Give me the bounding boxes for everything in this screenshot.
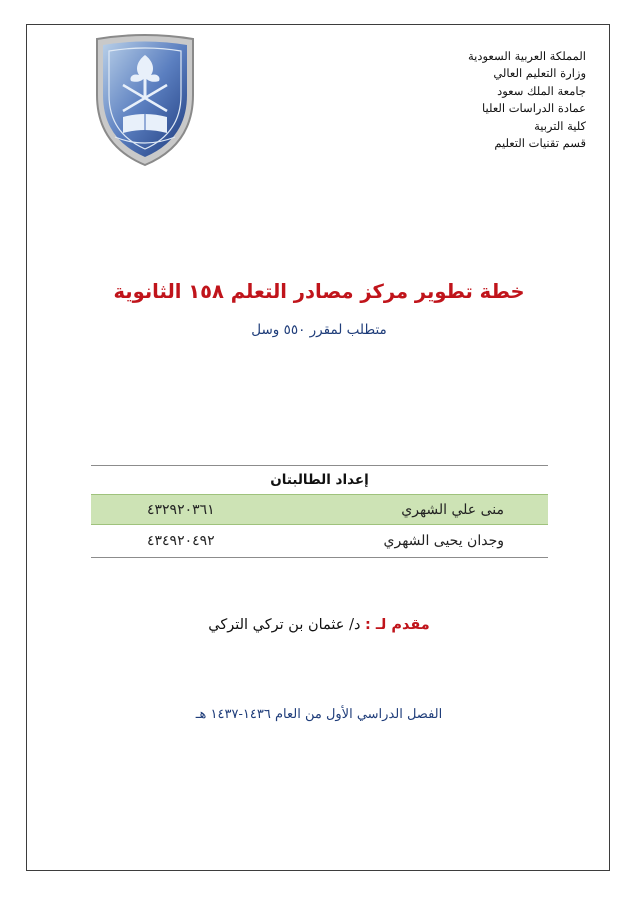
semester-line: الفصل الدراسي الأول من العام ١٤٣٦-١٤٣٧ هـ bbox=[195, 707, 443, 722]
table-row bbox=[91, 525, 548, 558]
header-line: وزارة التعليم العالي bbox=[493, 66, 586, 81]
students-table-header bbox=[91, 466, 548, 495]
presenter-name: د/ عثمان بن تركي التركي bbox=[208, 617, 361, 633]
student-id: ٤٣٤٩٢٠٤٩٢ bbox=[91, 525, 287, 558]
presenter-label: مقدم لـ : bbox=[365, 617, 430, 633]
presenter-line bbox=[60, 617, 578, 633]
document-subtitle: متطلب لمقرر ٥٥٠ وسل bbox=[251, 322, 387, 338]
king-saud-university-emblem-icon bbox=[93, 33, 197, 169]
student-name: وجدان يحيى الشهري bbox=[287, 525, 548, 558]
header-line: قسم تقنيات التعليم bbox=[494, 136, 586, 151]
students-heading: إعداد الطالبتان bbox=[91, 466, 548, 495]
institution-header bbox=[468, 48, 586, 152]
header-line: المملكة العربية السعودية bbox=[468, 49, 586, 63]
table-row bbox=[91, 495, 548, 525]
student-id: ٤٣٢٩٢٠٣٦١ bbox=[91, 495, 287, 525]
header-line: عمادة الدراسات العليا bbox=[482, 101, 586, 116]
students-table bbox=[91, 465, 548, 558]
header-line: كلية التربية bbox=[534, 118, 586, 133]
student-name: منى علي الشهري bbox=[287, 495, 548, 525]
document-title: خطة تطوير مركز مصادر التعلم ١٥٨ الثانوية bbox=[113, 280, 525, 303]
header-line: جامعة الملك سعود bbox=[497, 83, 586, 98]
